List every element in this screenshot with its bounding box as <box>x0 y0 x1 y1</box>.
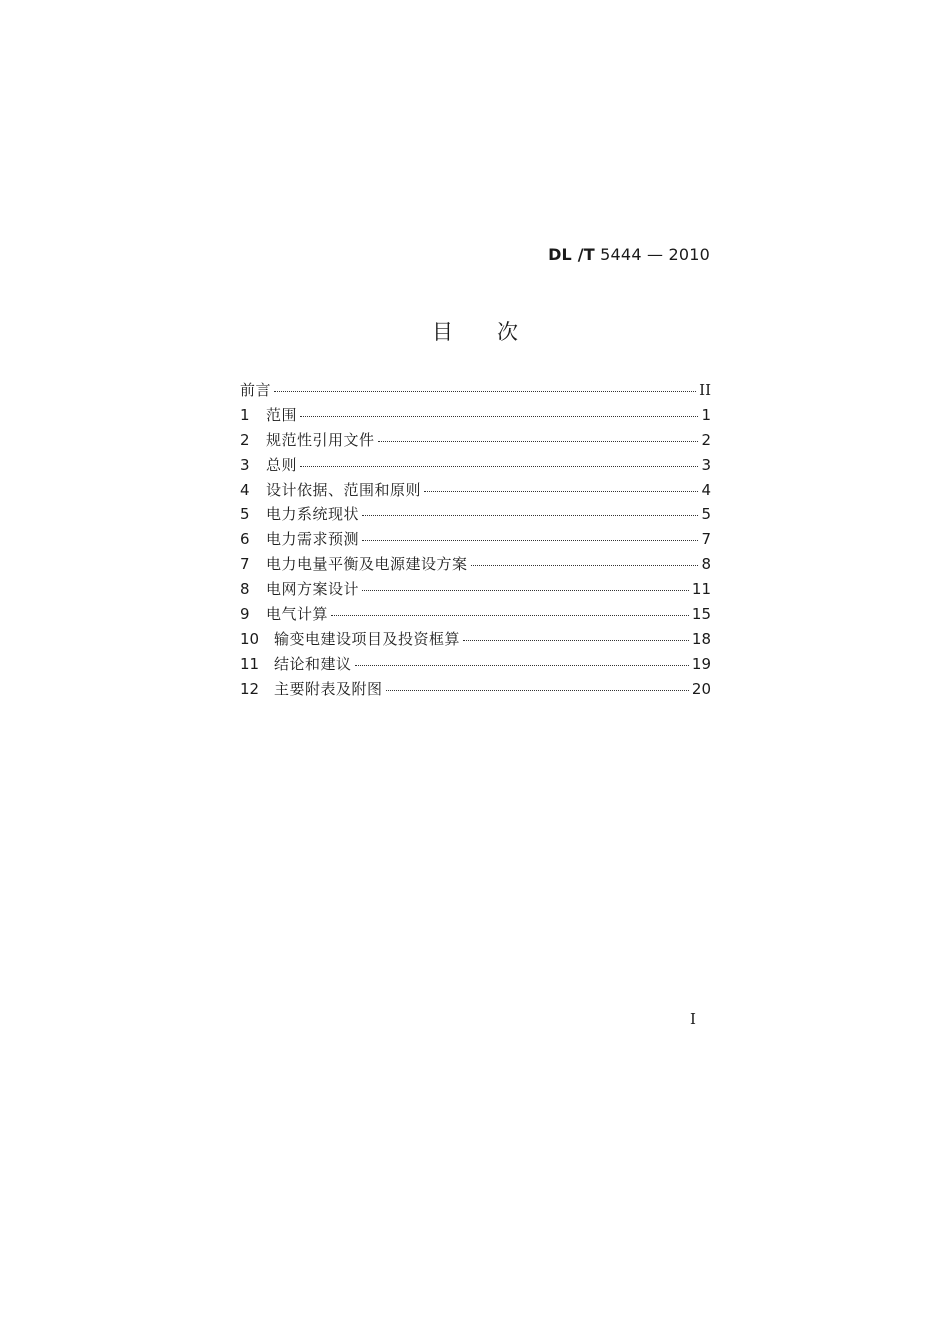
toc-entry-number: 3 <box>240 455 250 474</box>
toc-entry-6[interactable] <box>240 528 711 553</box>
toc-title: 目次 <box>432 320 562 344</box>
toc-entry-5[interactable] <box>240 503 711 528</box>
toc-entry-number: 12 <box>240 679 260 698</box>
toc-entry-label: 电力电量平衡及电源建设方案 <box>266 555 468 574</box>
toc-leader-dots <box>378 437 699 442</box>
toc-entry-number: 2 <box>240 430 250 449</box>
toc-entry-preface[interactable] <box>240 379 711 404</box>
toc-entry-label: 电气计算 <box>266 605 329 624</box>
toc-entry-number: 8 <box>240 580 250 599</box>
toc-entry-page: 7 <box>701 530 711 549</box>
standard-code-number: 5444 — 2010 <box>594 245 710 264</box>
table-of-contents <box>240 379 711 703</box>
toc-entry-2[interactable] <box>240 429 711 454</box>
toc-leader-dots <box>362 586 689 591</box>
toc-entry-label: 总则 <box>266 455 298 474</box>
toc-entry-label: 设计依据、范围和原则 <box>266 480 422 499</box>
toc-entry-number: 6 <box>240 530 250 549</box>
toc-leader-dots <box>362 536 698 541</box>
standard-code <box>548 245 710 264</box>
toc-entry-number: 4 <box>240 480 250 499</box>
toc-entry-page: 18 <box>691 629 711 648</box>
toc-entry-9[interactable] <box>240 603 711 628</box>
toc-leader-dots <box>463 636 689 641</box>
toc-entry-number: 7 <box>240 555 250 574</box>
toc-entry-number: 11 <box>240 654 260 673</box>
toc-entry-number: 9 <box>240 605 250 624</box>
toc-entry-label: 主要附表及附图 <box>274 679 383 698</box>
toc-leader-dots <box>362 511 698 516</box>
toc-entry-label: 电力需求预测 <box>266 530 360 549</box>
toc-leader-dots <box>424 487 698 492</box>
toc-entry-page: 20 <box>691 679 711 698</box>
toc-entry-label: 范围 <box>266 405 298 424</box>
toc-leader-dots <box>274 387 696 392</box>
toc-entry-11[interactable] <box>240 653 711 678</box>
toc-entry-label: 前言 <box>240 381 272 399</box>
toc-entry-number: 1 <box>240 405 250 424</box>
toc-entry-label: 规范性引用文件 <box>266 430 375 449</box>
toc-leader-dots <box>471 561 699 566</box>
toc-entry-number: 10 <box>240 629 260 648</box>
toc-entry-label: 结论和建议 <box>274 654 352 673</box>
toc-entry-number: 5 <box>240 505 250 524</box>
toc-entry-page: 2 <box>701 430 711 449</box>
toc-entry-label: 输变电建设项目及投资框算 <box>274 629 461 648</box>
toc-entry-page: 1 <box>701 405 711 424</box>
standard-code-prefix: DL /T <box>548 245 595 264</box>
toc-entry-page: 3 <box>701 455 711 474</box>
toc-entry-page: 5 <box>701 505 711 524</box>
toc-entry-page: II <box>699 381 711 399</box>
toc-entry-4[interactable] <box>240 479 711 504</box>
toc-leader-dots <box>300 462 698 467</box>
toc-entry-label: 电力系统现状 <box>266 505 360 524</box>
toc-entry-page: 8 <box>701 555 711 574</box>
toc-entry-page: 11 <box>691 580 711 599</box>
toc-entry-7[interactable] <box>240 553 711 578</box>
toc-entry-10[interactable] <box>240 628 711 653</box>
toc-entry-1[interactable] <box>240 404 711 429</box>
toc-entry-page: 15 <box>691 605 711 624</box>
toc-entry-label: 电网方案设计 <box>266 580 360 599</box>
toc-leader-dots <box>355 661 689 666</box>
toc-leader-dots <box>300 412 698 417</box>
toc-entry-3[interactable] <box>240 454 711 479</box>
page-number: I <box>690 1010 696 1028</box>
toc-leader-dots <box>331 611 689 616</box>
toc-leader-dots <box>386 686 689 691</box>
toc-entry-page: 19 <box>691 654 711 673</box>
toc-entry-page: 4 <box>701 480 711 499</box>
toc-entry-8[interactable] <box>240 578 711 603</box>
toc-entry-12[interactable] <box>240 678 711 703</box>
